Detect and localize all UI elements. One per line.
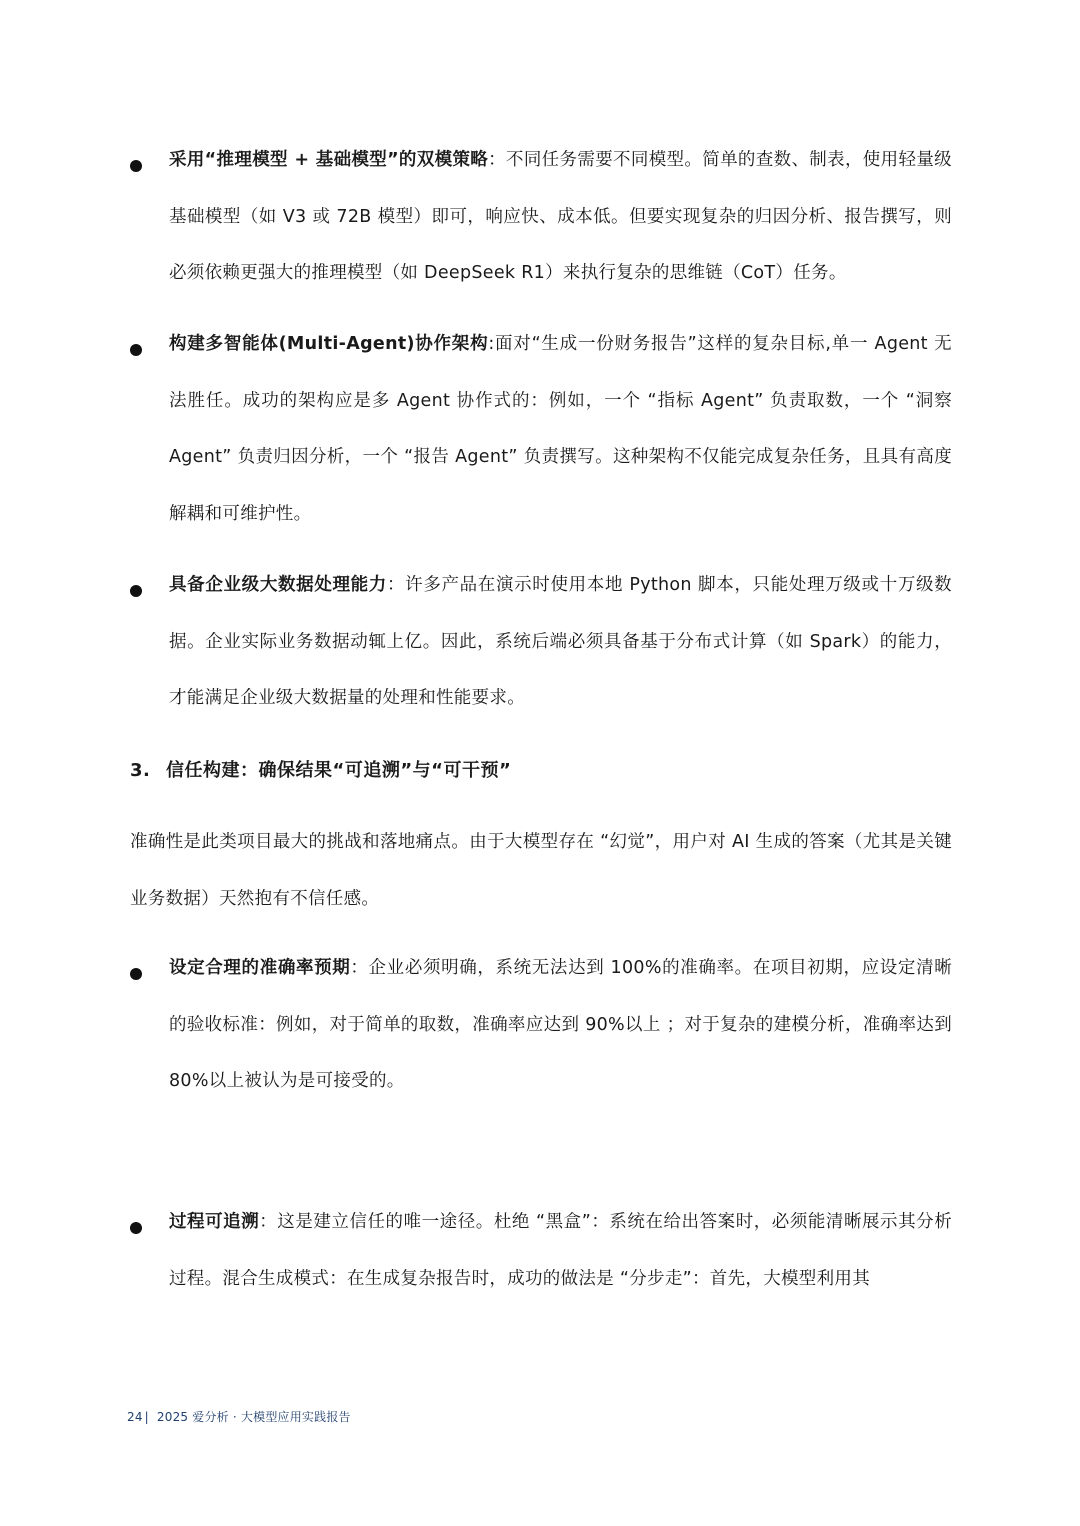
bullet-lead: 过程可追溯	[169, 1212, 260, 1232]
bullet-body: ：不同任务需要不同模型。简单的查数、制表，使用轻量级基础模型（如 V3 或 72B 模型）即可，响应快、成本低。但要实现复杂的归因分析、报告撰写，则必须依赖更强大的推理模型（如 DeepSeek R1）来执行复杂的思维链（CoT）任务。	[169, 150, 952, 284]
bullet-item	[130, 150, 952, 302]
section-number: 3.	[130, 760, 151, 781]
bullet-item	[130, 958, 952, 1110]
bullet-dot-icon	[130, 344, 142, 356]
bullet-body: :面对“生成一份财务报告”这样的复杂目标,单一 Agent 无法胜任。成功的架构应是多 Agent 协作式的：例如，一个 “指标 Agent” 负责取数，一个 “洞察 Agent” 负责归因分析，一个 “报告 Agent” 负责撰写。这种架构不仅能完成复杂任务，且具有高度解耦和可维护性。	[169, 334, 952, 524]
page-number: 24	[127, 1410, 143, 1424]
page-footer	[127, 1408, 351, 1425]
bullet-lead: 具备企业级大数据处理能力	[169, 575, 387, 595]
bullet-item	[130, 1212, 952, 1307]
bullet-dot-icon	[130, 160, 142, 172]
bullet-lead: 采用“推理模型 + 基础模型”的双模策略	[169, 150, 489, 170]
bullet-body: ：这是建立信任的唯一途径。杜绝 “黑盒”：系统在给出答案时，必须能清晰展示其分析过程。混合生成模式：在生成复杂报告时，成功的做法是 “分步走”：首先，大模型利用其	[169, 1212, 952, 1289]
bullet-item	[130, 575, 952, 727]
bullet-text	[169, 557, 952, 727]
bullet-text	[169, 940, 952, 1110]
bullet-text	[169, 132, 952, 302]
section-heading	[130, 756, 511, 782]
bullet-dot-icon	[130, 585, 142, 597]
footer-separator: |	[144, 1410, 149, 1424]
bullet-text	[169, 1194, 952, 1307]
bullet-dot-icon	[130, 1222, 142, 1234]
footer-title: 2025 爱分析 · 大模型应用实践报告	[156, 1410, 351, 1424]
bullet-lead: 构建多智能体(Multi-Agent)协作架构	[169, 334, 489, 354]
bullet-lead: 设定合理的准确率预期	[169, 958, 351, 978]
bullet-dot-icon	[130, 968, 142, 980]
bullet-text	[169, 316, 952, 542]
bullet-item	[130, 334, 952, 542]
section-title: 信任构建：确保结果“可追溯”与“可干预”	[166, 760, 512, 781]
body-paragraph: 准确性是此类项目最大的挑战和落地痛点。由于大模型存在 “幻觉”，用户对 AI 生成的答案（尤其是关键业务数据）天然抱有不信任感。	[130, 832, 952, 909]
bullet-body: ：企业必须明确，系统无法达到 100%的准确率。在项目初期，应设定清晰的验收标准：例如，对于简单的取数，准确率应达到 90%以上 ；对于复杂的建模分析，准确率达到 80%以上被认为是可接受的。	[169, 958, 953, 1092]
bullet-body: ：许多产品在演示时使用本地 Python 脚本，只能处理万级或十万级数据。企业实际业务数据动辄上亿。因此，系统后端必须具备基于分布式计算（如 Spark）的能力，才能满足企业级大数据量的处理和性能要求。	[169, 575, 952, 709]
